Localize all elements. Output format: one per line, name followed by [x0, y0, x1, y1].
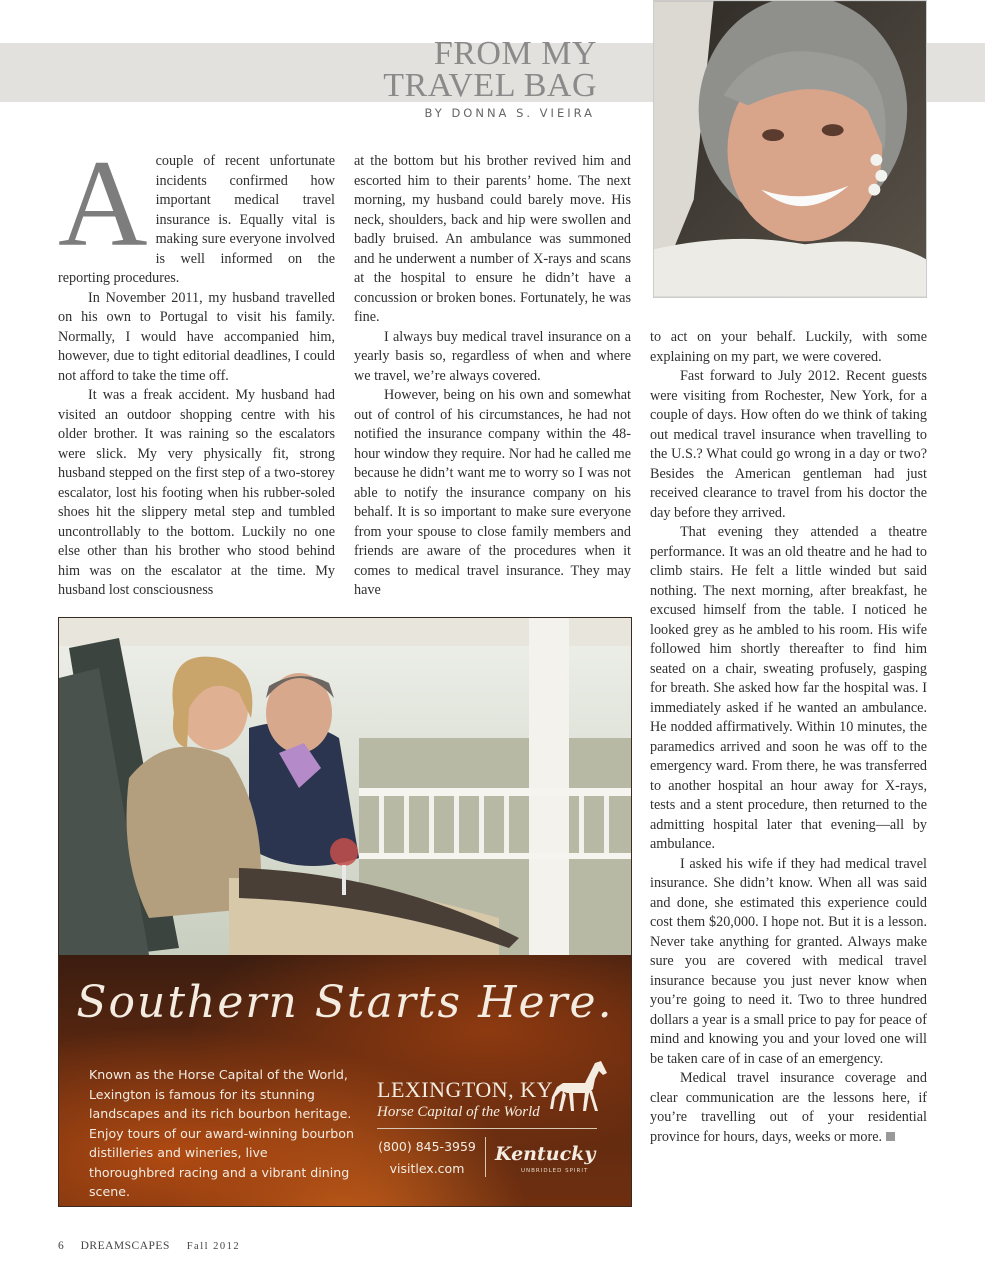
article-paragraph: at the bottom but his brother revived him and escorted him to their parents’ home. The next morning, my husband could barely move. His neck, shoulders, back and hip were swollen and badly bruised. An ambulance was summoned and he underwent a number of X-rays and scans at the hospital to ensure he didn’t have a concussion or broken bones. Fortunately, he was fine. [354, 153, 631, 325]
ad-copy: Known as the Horse Capital of the World, Lexington is famous for its stunning landscapes and its rich bourbon heritage. Enjoy tours of our award-winning bourbon distilleries and wineries, live thoroughbred racing and a vibrant dining scene. [89, 1067, 354, 1199]
ad-city-name: LEXINGTON, KY [377, 1077, 553, 1102]
article-paragraph: It was a freak accident. My husband had visited an outdoor shopping centre with his older brother. It was raining so the escalators were slick. My very physically fit, strong husband stepped on the first step of a two-storey escalator, lost his footing when his rubber-soled shoes hit the slippery metal step and tumbled uncontrollably to the bottom. Luckily no one else other than his brother who stood behind him was on the escalator at the time. My husband lost consciousness [58, 387, 335, 598]
lexington-advertisement[interactable] [58, 617, 632, 1207]
article-paragraph: That evening they attended a theatre performance. It was an old theatre and he had to climb stairs. He felt a little winded but said nothing. The next morning, after breakfast, he excused himself from the table. I noticed he looked grey as he ambled to his room. His wife followed him shortly thereafter to find him seated on a chair, sweating profusely, gasping for breath. She asked how far the hospital was. I immediately asked if he wanted an ambulance. He nodded affirmatively. Within 10 minutes, the paramedics arrived and soon he was off to the emergency ward. From there, he was transferred to another hospital an hour away for X-rays, tests and a stent procedure, then returned to the admitting hospital later that evening—all by ambulance. [650, 524, 927, 852]
issue-date: Fall 2012 [186, 1241, 241, 1252]
article-paragraph: couple of recent unfortunate incidents confirmed how important medical travel insurance is. Equally vital is making sure everyone involved is well informed on the reporting procedures. [58, 153, 335, 286]
page-footer [58, 1240, 254, 1252]
porch-couple-photo [59, 618, 631, 955]
article-paragraph: Fast forward to July 2012. Recent guests were visiting from Rochester, New York, for a couple of days. How often do we think of taking out medical travel insurance when travelling to the U.S.? What could go wrong in a day or two? Besides the American gentleman had just received clearance to travel from his doctor the day before they arrived. [650, 368, 927, 521]
end-mark-icon [886, 1132, 895, 1141]
ad-phone[interactable]: (800) 845-3959 [378, 1139, 476, 1154]
kentucky-logo-subtitle: UNBRIDLED SPIRIT [521, 1168, 589, 1174]
author-portrait [653, 0, 927, 298]
article-paragraph-text: Medical travel insurance coverage and clear communication are the lessons here, if you’re travelling out of your residential province for hours, days, weeks or more. [650, 1070, 927, 1145]
kentucky-logo: Kentucky [495, 1143, 596, 1165]
article-paragraph: to act on your behalf. Luckily, with some explaining on my part, we were covered. [650, 329, 927, 365]
ad-slogan: Southern Starts Here. [76, 977, 614, 1028]
article-column-3 [650, 328, 927, 1147]
ad-banner [59, 955, 631, 1206]
title-line-2: TRAVEL BAG [383, 67, 597, 104]
ad-tagline: Horse Capital of the World [377, 1104, 540, 1120]
article-column-1 [58, 135, 335, 601]
title-line-1: FROM MY [433, 35, 597, 72]
ad-website-link[interactable]: visitlex.com [389, 1161, 465, 1176]
horse-icon [549, 1059, 609, 1115]
ad-divider [377, 1128, 597, 1129]
byline: BY DONNA S. VIEIRA [424, 106, 595, 120]
article-paragraph: However, being on his own and somewhat out of control of his circumstances, he had not notified the insurance company within the 48-hour window they require. Nor had he called me because he didn’t want me to worry so I was not able to notify the insurance company on his behalf. It is so important to make sure everyone from your spouse to close family members and friends are aware of the procedures when it comes to medical travel insurance. They may have [354, 387, 631, 598]
article-paragraph: In November 2011, my husband travelled on his own to Portugal to visit his family. Normally, I would have accompanied him, however, due to tight editorial deadlines, I could not afford to take the time off. [58, 289, 335, 384]
ad-vertical-divider [485, 1137, 486, 1177]
article-column-2 [354, 152, 631, 601]
article-paragraph: I always buy medical travel insurance on a yearly basis so, regardless of when and where we travel, we’re always covered. [354, 328, 631, 384]
article-title [383, 35, 597, 104]
page-number: 6 [58, 1240, 64, 1252]
article-paragraph [650, 1069, 927, 1147]
drop-cap: A [58, 135, 148, 272]
magazine-name: DREAMSCAPES [80, 1240, 170, 1252]
article-paragraph: I asked his wife if they had medical travel insurance. She didn’t know. When all was said and done, she estimated this experience could cost them $20,000. I hope not. But it is a lesson. Never take anything for granted. Always make sure you are covered with medical travel insurance because you just never know when you’re going to need it. Two to three hundred dollars a year is a small price to pay for peace of mind and knowing you and your loved one will be taken care of in case of an emergency. [650, 855, 927, 1067]
